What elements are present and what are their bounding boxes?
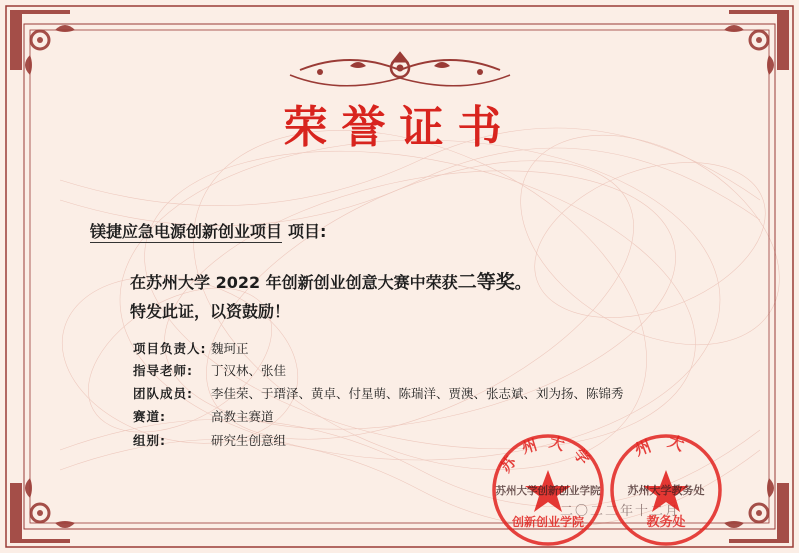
award-prize: 二等奖 <box>457 271 515 293</box>
project-suffix: 项目: <box>288 222 327 241</box>
detail-value: 高教主赛道 <box>211 409 274 424</box>
detail-row-track <box>133 409 274 425</box>
corner-ornament-bottom-right <box>724 478 789 543</box>
seal-right-top-text: 州大 <box>631 431 701 460</box>
seal-left-middle-text: 苏州大学创新创业学院 <box>495 485 601 497</box>
seal-left-top-text: 苏州大学 <box>496 432 600 476</box>
certificate-title: 荣誉证书 <box>283 102 516 153</box>
detail-row-leader <box>133 341 249 357</box>
seal-right-bottom-text: 教务处 <box>646 515 686 530</box>
detail-value: 研究生创意组 <box>211 433 287 448</box>
detail-row-advisor <box>133 363 286 379</box>
detail-label: 团队成员: <box>133 386 193 401</box>
corner-ornament-top-left <box>10 10 75 75</box>
seal-academic-affairs <box>606 428 726 548</box>
seal-left-bottom-text: 创新创业学院 <box>511 515 585 529</box>
project-name: 镁捷应急电源创新创业项目 <box>90 222 283 241</box>
detail-label: 项目负责人: <box>133 341 207 356</box>
svg-text:苏州大学 <box>496 433 599 476</box>
detail-row-group <box>133 433 286 449</box>
detail-label: 赛道: <box>133 409 166 424</box>
detail-value: 李佳荣、于瑨泽、黄卓、付星萌、陈瑞洋、贾澳、张志斌、刘为扬、陈锦秀 <box>211 386 624 401</box>
project-line <box>90 219 326 242</box>
award-period: 。 <box>514 273 531 292</box>
issue-date: 二〇二二年十二月 <box>560 504 681 519</box>
detail-value: 丁汉林、张佳 <box>211 363 287 378</box>
top-flourish <box>290 52 510 86</box>
award-text: 在苏州大学 2022 年创新创业创意大赛中荣获 <box>130 273 458 292</box>
detail-value: 魏珂正 <box>211 341 249 356</box>
seal-right-middle-text: 苏州大学教务处 <box>627 484 705 497</box>
encouragement-note: 特发此证，以资鼓励！ <box>130 302 291 321</box>
corner-ornament-bottom-left <box>10 478 75 543</box>
award-line <box>130 267 531 294</box>
detail-label: 指导老师: <box>133 363 193 378</box>
seal-innovation-college <box>488 428 608 548</box>
detail-row-team <box>133 386 624 402</box>
detail-label: 组别: <box>133 433 166 448</box>
corner-ornament-top-right <box>724 10 789 75</box>
